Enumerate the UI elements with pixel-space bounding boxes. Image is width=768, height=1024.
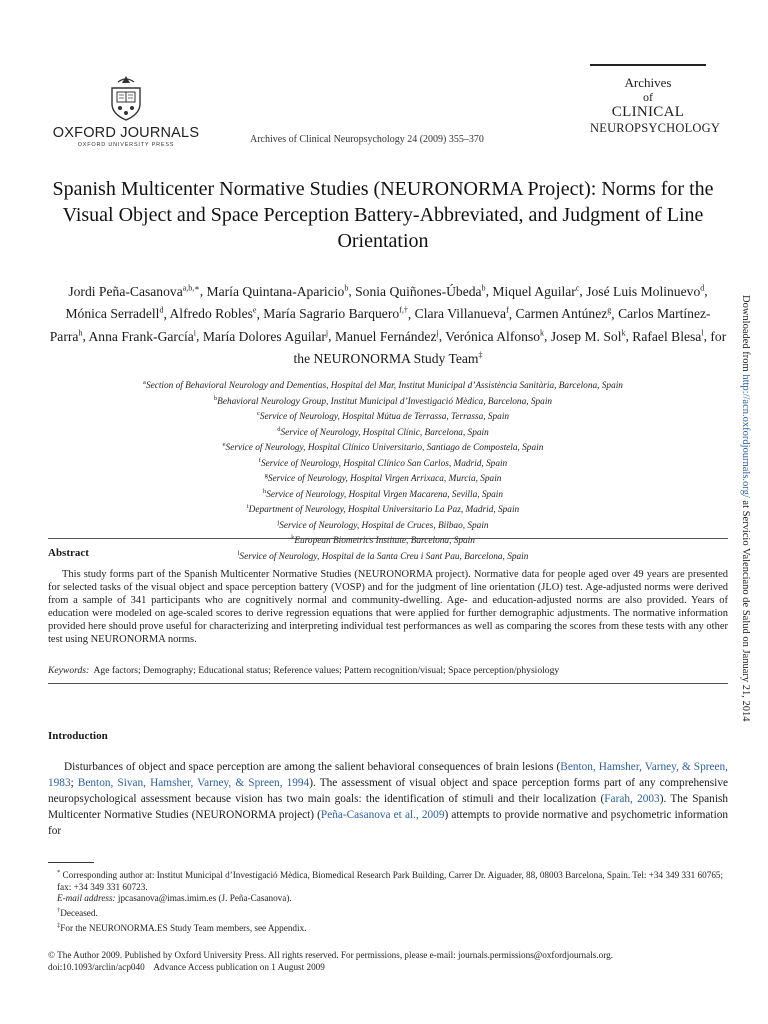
author	[516, 306, 612, 321]
author-affiliation-marker: b	[344, 283, 349, 292]
author	[335, 329, 439, 344]
author-affiliation-marker: b	[481, 283, 486, 292]
affiliation-marker: g	[264, 472, 268, 479]
affiliation-text: Service of Neurology, Hospital Mútua de Terrassa, Terrassa, Spain	[259, 412, 510, 423]
affiliation	[60, 377, 706, 393]
author-name: María Dolores Aguilar	[202, 328, 326, 344]
doi-text: doi:10.1093/arclin/acp040 Advance Access publication on 1 August 2009	[48, 962, 325, 973]
footnote-rule	[48, 862, 94, 863]
affiliation-text: Service of Neurology, Hospital Clínico San Carlos, Madrid, Spain	[260, 458, 508, 469]
footnote-corresponding: * Corresponding author at: Institut Municipal d’Investigació Mèdica, Biomedical Research Park Building, Carrer Dr. Aiguader, 88, 08003 Barcelona, Spain. Tel: +34 349 331 60765; fax: +34 349 331 60723.	[57, 869, 724, 892]
journal-logo-line2: of	[643, 89, 653, 104]
affiliation-marker: b	[213, 394, 218, 402]
author-name: Rafael Blesa	[632, 328, 702, 344]
author-name: Miquel Aguilar	[492, 283, 576, 299]
author-affiliation-marker: a,b,∗	[182, 283, 200, 292]
author-name: for the NEURONORMA Study Team	[293, 328, 727, 367]
affiliation-text: Section of Behavioral Neurology and Dementias, Hospital del Mar, Institut Municipal d’Assistència Sanitària, Barcelona, Spain	[145, 381, 623, 392]
author-affiliation-marker: f,†	[399, 305, 408, 315]
footnote-team-text: For the NEURONORMA.ES Study Team members, see Appendix.	[60, 923, 307, 933]
citation-link[interactable]: Benton, Hamsher, Varney, & Spreen, 1983	[48, 761, 728, 789]
affiliation-marker: d	[277, 425, 281, 433]
author	[415, 306, 509, 321]
affiliation	[60, 439, 706, 455]
affiliation	[60, 393, 706, 409]
keywords-text: Age factors; Demography; Educational status; Reference values; Pattern recognition/visual; Space perception/physiology	[93, 665, 560, 676]
intro-fragment: ). The assessment of visual object and space perception forms part of any comprehensive neuropsychological assessment because vision has two main goals: the identification of stimuli and their localization (	[48, 777, 728, 805]
author-affiliation-marker: d	[159, 305, 164, 315]
journal-citation: Archives of Clinical Neuropsychology 24 (2009) 355–370	[250, 134, 484, 145]
author-name: Jordi Peña-Casanova	[68, 283, 183, 299]
author-name: José Luis Molinuevo	[586, 283, 701, 299]
affiliation	[60, 517, 706, 533]
author-name: Josep M. Sol	[550, 328, 622, 344]
affiliation-marker: j	[277, 518, 280, 526]
copyright-text: © The Author 2009. Published by Oxford University Press. All rights reserved. For permissions, please e-mail: journals.permissions@oxfordjournals.org.	[48, 950, 614, 960]
footnotes	[48, 867, 728, 935]
keywords-label: Keywords:	[48, 665, 90, 676]
citation-link[interactable]: Farah, 2003	[604, 793, 660, 805]
journal-logo-line1: Archives	[624, 75, 672, 90]
affiliation-marker: a	[143, 379, 146, 386]
affiliation-text: Service of Neurology, Hospital de la Santa Creu i Sant Pau, Barcelona, Spain	[239, 551, 529, 562]
author-affiliation-marker: g	[607, 305, 612, 315]
author-name: Anna Frank-García	[88, 328, 194, 344]
keywords	[48, 665, 728, 676]
author-name: Verónica Alfonso	[445, 328, 541, 344]
affiliation-text: Service of Neurology, Hospital de Cruces, Bilbao, Spain	[279, 520, 489, 531]
affiliation	[60, 548, 706, 564]
affiliation	[60, 532, 706, 548]
affiliation-text: Service of Neurology, Hospital Virgen Arrixaca, Murcia, Spain	[267, 474, 502, 485]
download-note-link[interactable]: http://acn.oxfordjournals.org/	[740, 374, 751, 498]
author	[551, 329, 626, 344]
footnote-deceased: †Deceased.	[57, 907, 98, 919]
affiliation-marker: l	[237, 549, 240, 557]
publisher-logo	[46, 74, 206, 148]
author	[203, 329, 328, 344]
affiliation-text: Service of Neurology, Hospital Clínic, Barcelona, Spain	[280, 427, 489, 438]
author-affiliation-marker: j	[436, 328, 439, 338]
affiliation	[60, 486, 706, 502]
affiliation-text: Service of Neurology, Hospital Virgen Macarena, Sevilla, Spain	[266, 489, 504, 500]
intro-fragment: ;	[70, 777, 78, 789]
affiliation-marker: k	[291, 534, 295, 541]
author-name: María Sagrario Barquero	[263, 306, 400, 322]
affiliation-marker: e	[222, 441, 226, 448]
article-title: Spanish Multicenter Normative Studies (NEURONORMA Project): Norms for the Visual Object and Space Perception Battery-Abbreviated, and Judgment of Line Orientation	[52, 178, 714, 252]
author	[355, 284, 485, 299]
journal-logo-line4: NEUROPSYCHOLOGY	[590, 120, 721, 135]
affiliation-marker: f	[258, 456, 261, 464]
author-affiliation-marker: k	[621, 328, 626, 338]
citation-link[interactable]: Benton, Sivan, Hamsher, Varney, & Spreen, 1994	[77, 777, 310, 789]
abstract-text: This study forms part of the Spanish Multicenter Normative Studies (NEURONORMA project). Normative data for people aged over 49 years are presented for selected tasks of the visual object and space perception battery (VOSP) and for the judgment of line orientation (JLO) test. Age-adjusted norms were derived from a sample of 341 participants who are cognitively normal and community-dwelling. Age- and education-adjusted norms are also provided. Years of education were modeled on age-scaled scores to derive regression equations that were applied for further demographic adjustments. The normative information provided here should prove useful for characterizing and interpreting individual test performances as well as comparing the scores from these tests with any other test using NEURONORMA norms.	[48, 569, 728, 646]
copyright-block	[48, 949, 728, 973]
author	[68, 284, 199, 299]
citation-link[interactable]: Peña-Casanova et al., 2009	[320, 809, 445, 821]
author-affiliation-marker: c	[575, 283, 580, 292]
author-affiliation-marker: ‡	[478, 350, 483, 360]
footnote-team: ‡For the NEURONORMA.ES Study Team members, see Appendix.	[57, 921, 307, 933]
affiliation-list	[60, 377, 706, 563]
author-name: Mónica Serradell	[65, 306, 160, 322]
affiliation-text: Behavioral Neurology Group, Institut Municipal d’Investigació Mèdica, Barcelona, Spain	[217, 396, 553, 407]
author-name: Alfredo Robles	[169, 306, 253, 322]
affiliation-marker: i	[246, 503, 249, 510]
affiliation-marker: c	[256, 410, 260, 417]
author-affiliation-marker: l	[701, 328, 704, 338]
author-name: Sonia Quiñones-Úbeda	[355, 283, 482, 299]
affiliation-text: Department of Neurology, Hospital Universitario La Paz, Madrid, Spain	[248, 505, 520, 516]
abstract-heading: Abstract	[48, 547, 89, 559]
author	[88, 329, 196, 344]
download-note-prefix: Downloaded from	[740, 295, 751, 375]
author	[445, 329, 544, 344]
oxford-crest-icon	[106, 74, 146, 122]
journal-logo-line3: CLINICAL	[611, 103, 685, 120]
publisher-press: OXFORD UNIVERSITY PRESS	[77, 142, 175, 148]
author	[65, 306, 163, 321]
footnote-deceased-text: Deceased.	[60, 908, 98, 919]
footnote-email-text[interactable]: jpcasanova@imas.imim.es (J. Peña-Casanova).	[117, 893, 292, 904]
affiliation	[60, 424, 706, 440]
author-name: Clara Villanueva	[414, 306, 507, 322]
author-affiliation-marker: j	[325, 328, 329, 338]
footnote-email	[48, 893, 728, 905]
affiliation-marker: h	[262, 487, 267, 495]
author	[169, 306, 256, 321]
author-list: Jordi Peña-Casanova$^{a,b,∗}$, María Quintana-Aparicio$^b$, Sonia Quiñones-Úbeda$^b$, Miquel Aguilar$^c$, José Luis Molinuevo$^d$, Mónica Serradell$^d$, Alfredo Robles$^e$, María Sagrario Barquero$^{f,\dagger}$, Clara Villanueva$^f$, Carmen Antúnez$^g$, Carlos Martínez-Parra$^h$, Anna Frank-García$^i$, María Dolores Aguilar$^j$, Manuel Fernández$^j$, Verónica Alfonso$^k$, Josep M. Sol$^k$, Rafael Blesa$^l$, for the NEURONORMA Study Team‡	[49, 283, 727, 367]
affiliation-text: European Biometrics Institute, Barcelona, Spain	[294, 536, 475, 547]
section-divider	[48, 683, 728, 684]
introduction-text	[48, 759, 728, 839]
publisher-name: OXFORD JOURNALS	[52, 125, 200, 141]
author	[263, 306, 408, 321]
author-name: Carlos Martínez-Parra	[49, 306, 711, 344]
footnote-email-label: E-mail address:	[57, 893, 116, 904]
author-affiliation-marker: i	[193, 328, 197, 338]
section-divider	[48, 538, 728, 539]
author	[632, 329, 703, 344]
author-affiliation-marker: k	[540, 328, 545, 338]
author-name: Carmen Antúnez	[515, 306, 608, 322]
introduction-heading: Introduction	[48, 730, 108, 742]
author-affiliation-marker: f	[506, 305, 509, 315]
intro-fragment: ) attempts to provide normative and psychometric information for	[48, 809, 728, 837]
author	[207, 284, 349, 299]
download-note	[740, 295, 751, 765]
author-name: Manuel Fernández	[334, 328, 437, 344]
affiliation	[60, 455, 706, 471]
affiliation-text: Service of Neurology, Hospital Clínico Universitario, Santiago de Compostela, Spain	[225, 443, 544, 454]
intro-fragment: ). The Spanish Multicenter Normative Studies (NEURONORMA project) (	[48, 793, 729, 821]
footnote-corresponding-text: Corresponding author at: Institut Municipal d’Investigació Mèdica, Biomedical Research Park Building, Carrer Dr. Aiguader, 88, 08003 Barcelona, Spain. Tel: +34 349 331 60765; fax: +34 349 331 60723.	[57, 870, 724, 892]
author	[586, 284, 704, 299]
affiliation	[60, 470, 706, 486]
author-affiliation-marker: d	[700, 283, 705, 292]
author	[492, 284, 579, 299]
author-affiliation-marker: e	[252, 305, 257, 315]
intro-fragment: Disturbances of object and space perception are among the salient behavioral consequences of brain lesions (	[64, 761, 561, 773]
author-affiliation-marker: h	[78, 328, 83, 338]
author-name: María Quintana-Aparicio	[206, 283, 345, 299]
affiliation	[60, 408, 706, 424]
affiliation	[60, 501, 706, 517]
download-note-suffix: at Servicio Valenciano de Salud on January 21, 2014	[740, 497, 751, 722]
journal-logo	[590, 64, 721, 135]
